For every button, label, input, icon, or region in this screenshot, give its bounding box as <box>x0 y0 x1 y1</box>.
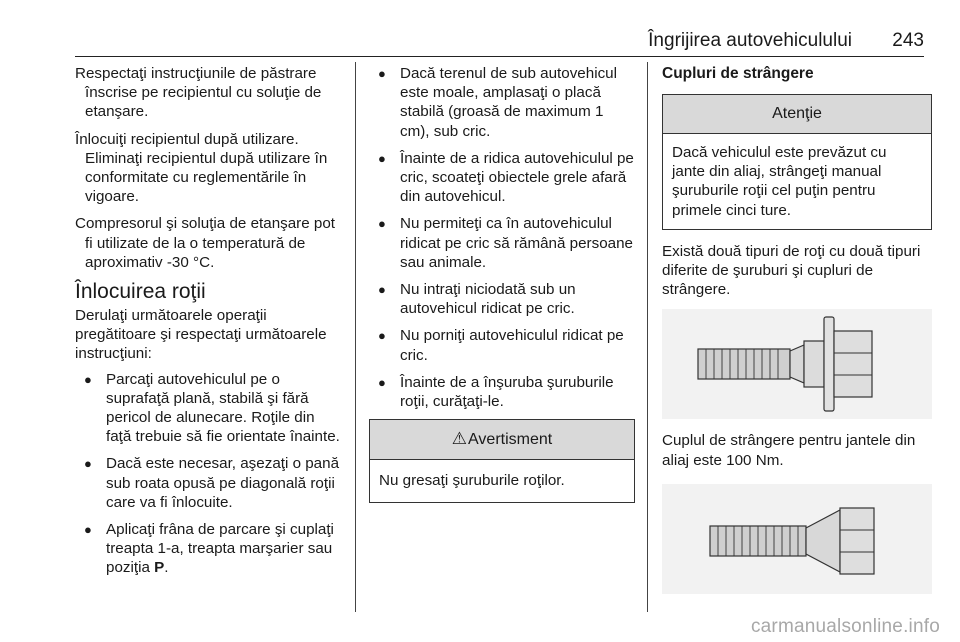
paragraph-intro: Derulaţi următoarele operaţii pregătitoare şi respectaţi următoarele instrucţiuni: <box>75 307 327 363</box>
list-item: ● Nu porniţi autovehiculul ridicat pe cric. <box>378 327 624 364</box>
list-item: ● Înainte de a ridica autovehiculul pe cric, scoateţi obiectele grele afară din autovehicul. <box>378 149 634 206</box>
bullet-icon: ● <box>378 150 386 166</box>
warning-title: Avertisment <box>468 431 553 449</box>
column-3 <box>662 64 932 606</box>
bolt-conical-icon <box>662 484 926 594</box>
bullet-icon: ● <box>378 216 386 232</box>
list-item: ● Nu permiteţi ca în autovehiculul ridicat pe cric să rămână persoane sau animale. <box>378 215 633 271</box>
bullet-icon: ● <box>84 371 92 387</box>
bullet-list-preparation <box>75 370 343 578</box>
list-item: ● Nu intraţi niciodată sub un autovehicul ridicat pe cric. <box>378 281 576 318</box>
section-heading-torque: Cupluri de strângere <box>662 65 814 82</box>
bullet-icon: ● <box>84 522 92 538</box>
running-title: Îngrijirea autovehiculului <box>648 30 852 51</box>
column-divider-1 <box>355 62 356 612</box>
bolt-with-washer-icon <box>662 309 926 419</box>
paragraph-replace-container: Înlocuiţi recipientul după utilizare. Eliminaţi recipientul după utilizare în conformitate cu reglementările în vigoare. <box>75 130 328 206</box>
list-item: ● Înainte de a înşuruba şuruburile roţii, curăţaţi-le. <box>378 373 614 411</box>
list-item: ● Dacă este necesar, aşezaţi o pană sub roata opusă pe diagonală roţii care va fi înlocuite. <box>84 455 340 511</box>
illustration-bolt-alloy <box>662 309 932 419</box>
page-header <box>0 0 960 60</box>
paragraph-torque-alloy: Cuplul de strângere pentru jantele din aliaj este 100 Nm. <box>662 432 916 469</box>
bullet-icon: ● <box>84 456 92 472</box>
attention-text: Dacă vehiculul este prevăzut cu jante din aliaj, strângeţi manual şuruburile roţii cel puţin pentru primele cinci ture. <box>672 144 887 219</box>
warning-text: Nu gresaţi şuruburile roţilor. <box>379 472 565 490</box>
warning-triangle-icon: ⚠ <box>451 429 468 449</box>
column-divider-2 <box>647 62 648 612</box>
bullet-icon: ● <box>378 282 386 298</box>
paragraph-two-types: Există două tipuri de roţi cu două tipuri diferite de şuruburi şi cupluri de strângere. <box>662 242 921 299</box>
bullet-icon: ● <box>378 374 386 390</box>
illustration-bolt-steel <box>662 484 932 594</box>
list-item: ● Aplicaţi frâna de parcare şi cuplaţi treapta 1-a, treapta marşarier sau poziţia P. <box>84 521 334 577</box>
warning-box <box>369 419 635 503</box>
watermark: carmanualsonline.info <box>750 616 940 637</box>
attention-box <box>662 94 932 230</box>
column-2 <box>369 64 635 515</box>
gear-position-p: P <box>154 559 165 577</box>
paragraph-temperature: Compresorul şi soluţia de etanşare pot fi utilizate de la o temperatură de aproximativ -30 °C. <box>75 215 336 271</box>
bullet-icon: ● <box>378 66 386 81</box>
header-rule <box>75 56 924 57</box>
list-item: ● Dacă terenul de sub autovehicul este moale, amplasaţi o placă stabilă (groasă de maximum 1 cm), sub cric. <box>378 65 617 140</box>
page-number: 243 <box>892 30 924 51</box>
list-item: ● Parcaţi autovehiculul pe o suprafaţă plană, stabilă şi fără pericol de alunecare. Roţile din faţă trebuie să fie orientate înainte. <box>84 370 340 446</box>
warning-box-header <box>370 420 634 460</box>
column-1 <box>75 64 343 586</box>
bullet-list-safety <box>369 64 635 411</box>
attention-box-header: Atenţie <box>663 95 931 134</box>
bullet-icon: ● <box>378 328 386 344</box>
section-heading-wheel-change: Înlocuirea roţii <box>75 280 206 304</box>
paragraph-storage: Respectaţi instrucţiunile de păstrare înscrise pe recipientul cu soluţie de etanşare. <box>75 65 322 121</box>
